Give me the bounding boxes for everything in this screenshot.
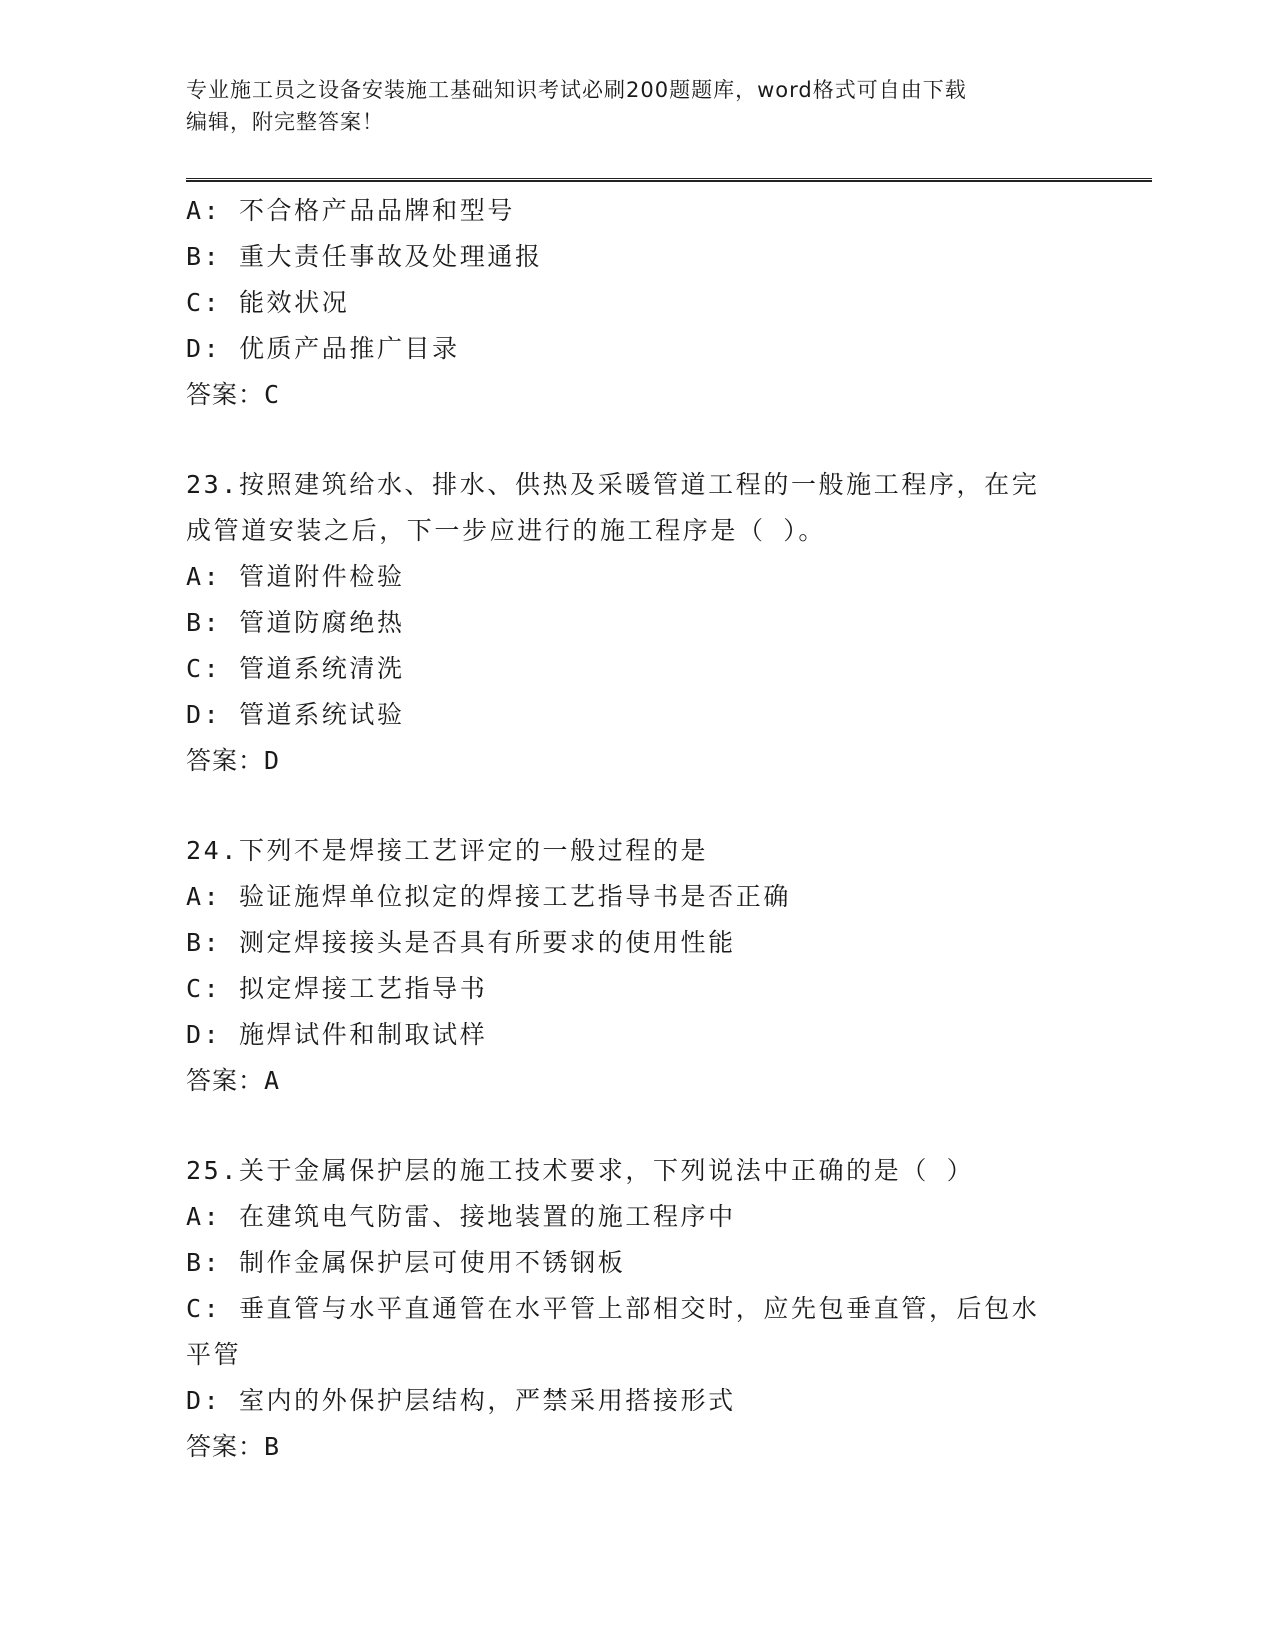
question-stem xyxy=(186,462,1076,554)
question-25 xyxy=(186,1148,1086,1470)
answer-label: 答案： xyxy=(186,1432,265,1461)
question-22-continued xyxy=(186,188,1086,418)
option-a: A: 不合格产品品牌和型号 xyxy=(186,196,515,225)
question-stem-line-2: 成管道安装之后，下一步应进行的施工程序是（ ）。 xyxy=(186,516,826,545)
answer-line xyxy=(186,372,1086,418)
question-stem-line-1: 25.关于金属保护层的施工技术要求，下列说法中正确的是（ ） xyxy=(186,1156,975,1185)
option-c: C: 管道系统清洗 xyxy=(186,654,405,683)
option-c-continued: 平管 xyxy=(186,1340,242,1369)
document-body xyxy=(186,188,1086,1470)
option-b: B: 制作金属保护层可使用不锈钢板 xyxy=(186,1248,626,1277)
answer-line xyxy=(186,738,1086,784)
option-a: A: 在建筑电气防雷、接地装置的施工程序中 xyxy=(186,1202,736,1231)
option-d: D: 施焊试件和制取试样 xyxy=(186,1020,488,1049)
option-b: B: 重大责任事故及处理通报 xyxy=(186,242,543,271)
option-d: D: 优质产品推广目录 xyxy=(186,334,460,363)
option-a: A: 验证施焊单位拟定的焊接工艺指导书是否正确 xyxy=(186,882,791,911)
answer-label: 答案： xyxy=(186,746,265,775)
option-b: B: 测定焊接接头是否具有所要求的使用性能 xyxy=(186,928,736,957)
option-a: A: 管道附件检验 xyxy=(186,562,405,591)
question-23 xyxy=(186,462,1086,784)
header-line-2: 编辑，附完整答案！ xyxy=(186,110,384,134)
answer-label: 答案： xyxy=(186,380,265,409)
question-24 xyxy=(186,828,1086,1104)
option-c: C: 拟定焊接工艺指导书 xyxy=(186,974,488,1003)
answer-line xyxy=(186,1424,1086,1470)
question-stem xyxy=(186,1148,1076,1194)
option-c: C: 垂直管与水平直通管在水平管上部相交时，应先包垂直管，后包水 xyxy=(186,1294,1040,1323)
option-c: C: 能效状况 xyxy=(186,288,350,317)
answer-label: 答案： xyxy=(186,1066,265,1095)
question-stem-line-1: 24.下列不是焊接工艺评定的一般过程的是 xyxy=(186,836,709,865)
answer-value: B xyxy=(264,1432,281,1461)
answer-value: D xyxy=(264,746,281,775)
answer-value: C xyxy=(264,380,281,409)
document-header xyxy=(186,74,1086,138)
header-line-1: 专业施工员之设备安装施工基础知识考试必刷200题题库，word格式可自由下载 xyxy=(186,78,967,102)
question-stem xyxy=(186,828,1076,874)
option-b: B: 管道防腐绝热 xyxy=(186,608,405,637)
header-divider xyxy=(186,178,1152,182)
answer-line xyxy=(186,1058,1086,1104)
option-d: D: 室内的外保护层结构，严禁采用搭接形式 xyxy=(186,1386,736,1415)
answer-value: A xyxy=(264,1066,281,1095)
option-d: D: 管道系统试验 xyxy=(186,700,405,729)
question-stem-line-1: 23.按照建筑给水、排水、供热及采暖管道工程的一般施工程序，在完 xyxy=(186,470,1040,499)
